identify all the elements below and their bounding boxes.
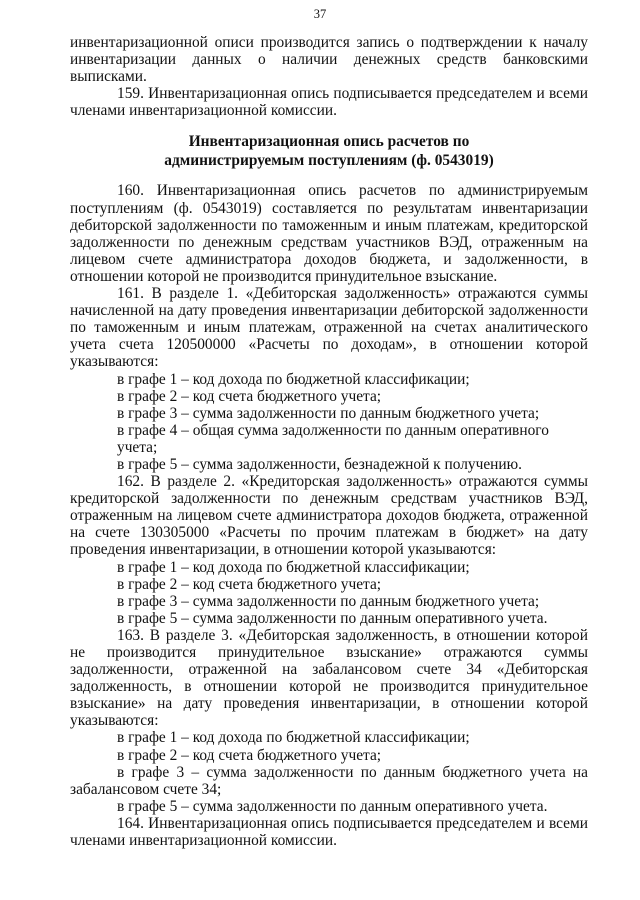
section-heading-line-1: Инвентаризационная опись расчетов по <box>188 133 470 151</box>
paragraph-158-continuation: инвентаризационной описи производится запись о подтверждении к началу инвентаризации данных о наличии денежных средств банковскими выписками. <box>70 34 588 86</box>
section-heading <box>70 132 588 170</box>
paragraph-161: 161. В разделе 1. «Дебиторская задолженность» отражаются суммы начисленной на дату проведения инвентаризации дебиторской задолженности по таможенным и иным платежам, отраженной на счетах аналитического учета счета 120500000 «Расчеты по доходам», в отношении которой указываются: <box>70 285 588 371</box>
paragraph-159: 159. Инвентаризационная опись подписывается председателем и всеми членами инвентаризационной комиссии. <box>70 85 588 120</box>
paragraph-164: 164. Инвентаризационная опись подписывается председателем и всеми членами инвентаризационной комиссии. <box>70 814 588 850</box>
list-item: в графе 5 – сумма задолженности, безнадежной к получению. <box>117 455 523 473</box>
list-item: в графе 5 – сумма задолженности по данным оперативного учета. <box>117 797 548 815</box>
list-item: в графе 4 – общая сумма задолженности по данным оперативного учета; <box>117 421 549 456</box>
paragraph-162: 162. В разделе 2. «Кредиторская задолженность» отражаются суммы кредиторской задолженности по денежным средствам участников ВЭД, отраженным на лицевом счете администратора доходов бюджета, отраженной на счете 130305000 «Расчеты по прочим платежам в бюджет» на дату проведения инвентаризации, в отношении которой указываются: <box>70 473 588 559</box>
list-item: в графе 3 – сумма задолженности по данным бюджетного учета на забалансовом счете 34; <box>70 763 588 798</box>
list-item: в графе 2 – код счета бюджетного учета; <box>117 575 382 593</box>
list-item: в графе 3 – сумма задолженности по данным бюджетного учета; <box>117 592 540 610</box>
list-item: в графе 2 – код счета бюджетного учета; <box>117 387 382 405</box>
page-number: 37 <box>313 7 327 21</box>
list-item: в графе 2 – код счета бюджетного учета; <box>117 746 382 764</box>
list-item: в графе 1 – код дохода по бюджетной классификации; <box>117 558 470 576</box>
list-item: в графе 1 – код дохода по бюджетной классификации; <box>117 370 470 388</box>
list-item: в графе 3 – сумма задолженности по данным бюджетного учета; <box>117 404 540 422</box>
paragraph-160: 160. Инвентаризационная опись расчетов по администрируемым поступлениям (ф. 0543019) составляется по результатам инвентаризации дебиторской задолженности по таможенным и иным платежам, кредиторской задолженности по денежным средствам участников ВЭД, отраженным на лицевом счете администратора доходов бюджета, и задолженности, в отношении которой не производится принудительное взыскание. <box>70 182 588 285</box>
paragraph-163: 163. В разделе 3. «Дебиторская задолженность, в отношении которой не производится принудительное взыскание» отражаются суммы задолженности, отраженной на забалансовом счете 34 «Дебиторская задолженность, в отношении которой не производится принудительное взыскание» на дату проведения инвентаризации, в отношении которой указываются: <box>70 626 588 730</box>
list-item: в графе 5 – сумма задолженности по данным оперативного учета. <box>117 609 548 627</box>
list-item: в графе 1 – код дохода по бюджетной классификации; <box>117 729 470 747</box>
document-body <box>70 34 588 849</box>
section-heading-line-2: администрируемым поступлениям (ф. 0543019) <box>164 152 494 170</box>
